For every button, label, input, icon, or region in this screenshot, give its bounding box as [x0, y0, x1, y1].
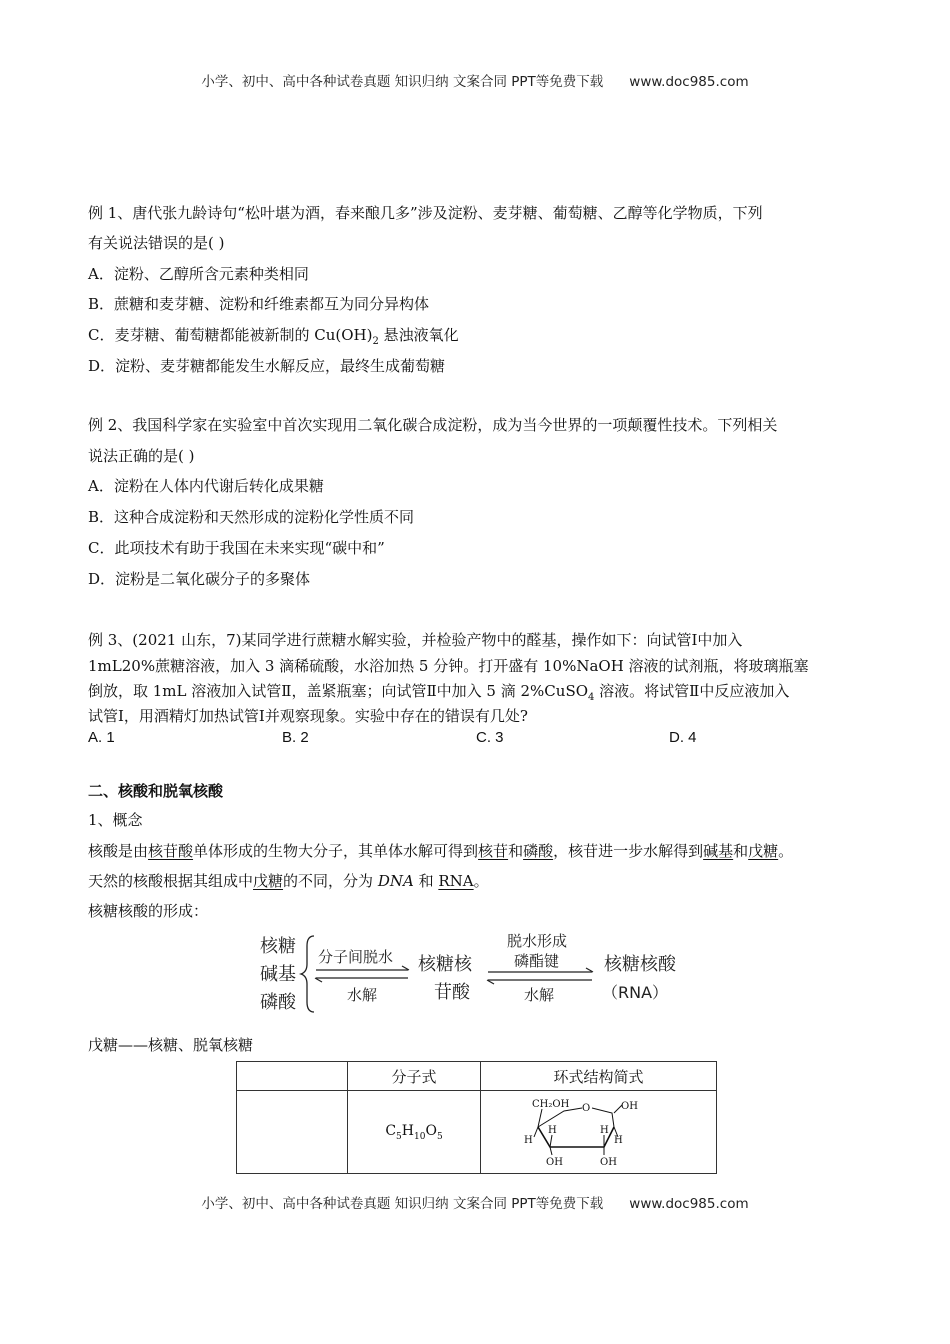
example2-option-a: A．淀粉在人体内代谢后转化成果糖 — [88, 477, 324, 495]
example1-option-a: A．淀粉、乙醇所含元素种类相同 — [88, 265, 309, 283]
example3-line4: 试管Ⅰ，用酒精灯加热试管Ⅰ并观察现象。实验中存在的错误有几处? — [88, 707, 528, 725]
ring-structure-cell — [481, 1091, 717, 1174]
page-footer — [0, 1192, 950, 1212]
diagram-middle-line2: 苷酸 — [434, 982, 470, 1003]
diagram-arrow2-bottom: 水解 — [524, 986, 555, 1004]
section2-title: 二、核酸和脱氧核酸 — [88, 782, 224, 800]
footer-text: 小学、初中、高中各种试卷真题 知识归纳 文案合同 PPT等免费下载 — [201, 1196, 604, 1212]
example2-stem-line1: 例 2、我国科学家在实验室中首次实现用二氧化碳合成淀粉，成为当今世界的一项颠覆性技术。下列相关 — [88, 416, 778, 434]
example3-option-c: C. 3 — [476, 729, 504, 746]
diagram-middle-line1: 核糖核 — [418, 954, 472, 975]
diagram-arrow1-top: 分子间脱水 — [318, 948, 394, 966]
diagram-arrow1-bottom: 水解 — [347, 986, 378, 1004]
label-oh-c1: OH — [620, 1101, 638, 1112]
section2-sub1: 1、概念 — [88, 811, 143, 829]
diagram-item-phosphate: 磷酸 — [260, 992, 296, 1013]
section2-paragraph2: 天然的核酸根据其组成中戊糖的不同，分为 DNA 和 RNA。 — [88, 872, 489, 890]
page-header — [0, 70, 950, 90]
section2-paragraph3: 核糖核酸的形成： — [88, 902, 209, 920]
label-h-c4: H — [523, 1135, 533, 1146]
header-text: 小学、初中、高中各种试卷真题 知识归纳 文案合同 PPT等免费下载 — [201, 74, 604, 90]
table-header-formula: 分子式 — [348, 1062, 481, 1091]
diagram-right-line1: 核糖核酸 — [604, 954, 676, 975]
table-header-structure: 环式结构简式 — [481, 1062, 717, 1091]
label-oh-c3: OH — [545, 1157, 563, 1168]
example2-option-b: B．这种合成淀粉和天然形成的淀粉化学性质不同 — [88, 508, 415, 526]
label-ring-o: O — [581, 1103, 590, 1114]
label-oh-c2: OH — [599, 1157, 617, 1168]
header-site: www.doc985.com — [629, 74, 749, 90]
example3-option-b: B. 2 — [282, 729, 309, 746]
table-cell-name — [237, 1091, 348, 1174]
example2-option-c: C．此项技术有助于我国在未来实现“碳中和” — [88, 539, 385, 557]
example3-line2: 1mL20%蔗糖溶液，加入 3 滴稀硫酸，水浴加热 5 分钟。打开盛有 10%NaOH 溶液的试剂瓶，将玻璃瓶塞 — [88, 657, 809, 675]
pentose-table — [236, 1061, 717, 1174]
example2-stem-line2: 说法正确的是( ) — [88, 447, 195, 465]
example3-option-d: D. 4 — [669, 729, 697, 746]
example1-option-b: B．蔗糖和麦芽糖、淀粉和纤维素都互为同分异构体 — [88, 295, 430, 313]
diagram-item-ribose: 核糖 — [260, 936, 296, 957]
label-h-c2: H — [599, 1125, 609, 1136]
example3-line3: 倒放，取 1mL 溶液加入试管Ⅱ，盖紧瓶塞；向试管Ⅱ中加入 5 滴 2%CuSO$_4$ 溶液。将试管Ⅱ中反应液加入 — [88, 682, 790, 703]
diagram-arrow2-top-line1: 脱水形成 — [507, 932, 568, 950]
example3-option-a: A. 1 — [88, 729, 115, 746]
example3-line1: 例 3、(2021 山东，7)某同学进行蔗糖水解实验，并检验产物中的醛基，操作如下：向试管Ⅰ中加入 — [88, 631, 743, 649]
example1-stem-line1: 例 1、唐代张九龄诗句“松叶堪为酒，春来酿几多”涉及淀粉、麦芽糖、葡萄糖、乙醇等化学物质，下列 — [88, 204, 763, 222]
table-row — [237, 1091, 717, 1174]
molecular-formula: $C_5H_{10}O_5$ — [348, 1091, 481, 1174]
diagram-brace — [301, 936, 314, 1012]
label-ch2oh: CH₂OH — [531, 1099, 569, 1110]
label-h-c1: H — [613, 1135, 623, 1146]
table-header-blank — [237, 1062, 348, 1091]
diagram-arrow2-top-line2: 磷酯键 — [514, 952, 560, 970]
table-header-row — [237, 1062, 717, 1091]
label-h-c3: H — [547, 1125, 557, 1136]
example1-option-d: D．淀粉、麦芽糖都能发生水解反应，最终生成葡萄糖 — [88, 357, 446, 375]
diagram-item-base: 碱基 — [260, 964, 296, 985]
section2-paragraph4: 戊糖——核糖、脱氧核糖 — [88, 1036, 254, 1054]
footer-site: www.doc985.com — [629, 1196, 749, 1212]
section2-paragraph1: 核酸是由核苷酸单体形成的生物大分子，其单体水解可得到核苷和磷酸，核苷进一步水解得到碱基和戊糖。 — [88, 842, 794, 860]
ribose-ring-structure — [524, 1091, 674, 1169]
example1-stem-line2: 有关说法错误的是( ) — [88, 234, 225, 252]
diagram-right-line2: （RNA） — [602, 983, 669, 1002]
example2-option-d: D．淀粉是二氧化碳分子的多聚体 — [88, 570, 311, 588]
rna-formation-diagram — [252, 928, 692, 1020]
example1-option-c: C．麦芽糖、葡萄糖都能被新制的 $Cu(OH)_2$ 悬浊液氧化 — [88, 326, 459, 347]
